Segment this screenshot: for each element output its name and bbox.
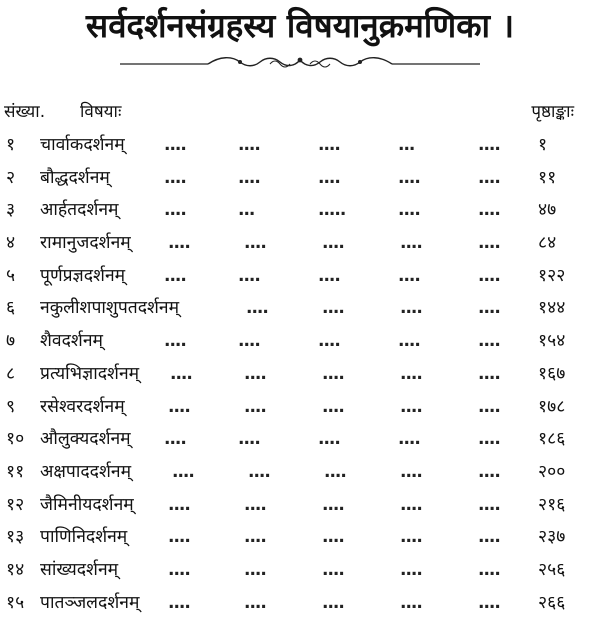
leader-dots: .... [244, 592, 266, 613]
entry-page: ८४ [538, 233, 557, 254]
entry-number: ४ [6, 233, 16, 254]
list-item [0, 390, 600, 423]
leader-dots: .... [322, 363, 344, 384]
entry-name: पूर्णप्रज्ञदर्शनम् [40, 265, 126, 286]
entry-number: ३ [6, 200, 16, 221]
leader-dots: .... [478, 233, 500, 254]
leader-dots: .... [400, 527, 422, 548]
list-item [0, 586, 600, 619]
list-item [0, 422, 600, 455]
list-item [0, 324, 600, 357]
list-item [0, 520, 600, 553]
list-item [0, 553, 600, 586]
leader-dots: .... [168, 592, 190, 613]
entry-name: औलुक्यदर्शनम् [40, 429, 131, 450]
entry-page: २१६ [538, 494, 566, 515]
leader-dots: .... [168, 233, 190, 254]
list-item [0, 357, 600, 390]
list-item [0, 226, 600, 259]
entry-name: रसेश्वरदर्शनम् [40, 396, 125, 417]
leader-dots: .... [244, 233, 266, 254]
leader-dots: .... [400, 298, 422, 319]
leader-dots: .... [238, 331, 260, 352]
leader-dots: .... [400, 396, 422, 417]
leader-dots: ..... [318, 200, 346, 221]
entry-number: ६ [6, 298, 16, 319]
leader-dots: .... [400, 592, 422, 613]
leader-dots: .... [172, 461, 194, 482]
entry-number: ८ [6, 363, 16, 384]
leader-dots: .... [478, 298, 500, 319]
entry-name: पातञ्जलदर्शनम् [40, 592, 140, 613]
leader-dots: .... [322, 527, 344, 548]
leader-dots: .... [400, 233, 422, 254]
entry-page: १४४ [538, 298, 566, 319]
leader-dots: .... [244, 494, 266, 515]
list-item [0, 161, 600, 194]
leader-dots: .... [398, 265, 420, 286]
leader-dots: .... [238, 135, 260, 155]
leader-dots: .... [324, 461, 346, 482]
entry-name: शैवदर्शनम् [40, 331, 103, 352]
leader-dots: .... [322, 396, 344, 417]
column-header-page: पृष्ठाङ्काः [531, 102, 574, 122]
leader-dots: .... [318, 331, 340, 352]
entry-name: जैमिनीयदर्शनम् [40, 494, 134, 515]
leader-dots: .... [164, 429, 186, 450]
leader-dots: .... [478, 331, 500, 352]
leader-dots: .... [170, 363, 192, 384]
leader-dots: .... [478, 167, 500, 188]
leader-dots: .... [478, 363, 500, 384]
entry-page: १८६ [538, 429, 566, 450]
entry-name: पाणिनिदर्शनम् [40, 527, 128, 548]
entry-name: अक्षपाददर्शनम् [40, 461, 132, 482]
leader-dots: .... [168, 396, 190, 417]
leader-dots: .... [318, 429, 340, 450]
entry-name: रामानुजदर्शनम् [40, 233, 131, 254]
leader-dots: .... [164, 265, 186, 286]
entry-number: १ [6, 135, 16, 155]
leader-dots: .... [164, 331, 186, 352]
leader-dots: .... [400, 461, 422, 482]
entry-page: २३७ [538, 527, 566, 548]
leader-dots: ... [238, 200, 255, 221]
list-item [0, 291, 600, 324]
entry-page: २०० [538, 461, 566, 482]
entry-page: १५४ [538, 331, 566, 352]
leader-dots: .... [400, 494, 422, 515]
entry-number: ९ [6, 396, 16, 417]
leader-dots: .... [244, 363, 266, 384]
leader-dots: .... [164, 200, 186, 221]
entry-page: २६६ [538, 592, 566, 613]
leader-dots: .... [238, 265, 260, 286]
leader-dots: .... [168, 527, 190, 548]
title-ornament [120, 54, 480, 70]
leader-dots: .... [478, 429, 500, 450]
leader-dots: .... [400, 559, 422, 580]
list-item [0, 193, 600, 226]
leader-dots: .... [478, 527, 500, 548]
leader-dots: .... [398, 429, 420, 450]
leader-dots: .... [238, 429, 260, 450]
leader-dots: .... [322, 233, 344, 254]
entry-page: १२२ [538, 265, 566, 286]
leader-dots: .... [322, 559, 344, 580]
leader-dots: .... [478, 265, 500, 286]
leader-dots: .... [246, 298, 268, 319]
page-title: सर्वदर्शनसंग्रहस्य विषयानुक्रमणिका । [85, 6, 515, 45]
entry-number: ५ [6, 265, 16, 286]
entry-page: १६७ [538, 363, 566, 384]
entry-name: बौद्धदर्शनम् [40, 167, 110, 188]
leader-dots: .... [318, 135, 340, 155]
entry-name: प्रत्यभिज्ञादर्शनम् [40, 363, 140, 384]
leader-dots: .... [398, 200, 420, 221]
leader-dots: .... [478, 592, 500, 613]
contents-list [0, 128, 600, 618]
entry-page: २५६ [538, 559, 566, 580]
leader-dots: .... [244, 527, 266, 548]
leader-dots: .... [478, 135, 500, 155]
leader-dots: .... [168, 494, 190, 515]
leader-dots: .... [318, 265, 340, 286]
leader-dots: .... [168, 559, 190, 580]
entry-number: २ [6, 167, 16, 188]
entry-number: १५ [6, 592, 25, 613]
leader-dots: .... [164, 167, 186, 188]
leader-dots: .... [398, 331, 420, 352]
entry-page: १७८ [538, 396, 566, 417]
leader-dots: ... [398, 135, 415, 155]
leader-dots: .... [478, 396, 500, 417]
entry-number: १० [6, 429, 25, 450]
leader-dots: .... [478, 494, 500, 515]
list-item [0, 259, 600, 292]
leader-dots: .... [398, 167, 420, 188]
entry-name: चार्वाकदर्शनम् [40, 135, 125, 155]
leader-dots: .... [244, 396, 266, 417]
entry-name: नकुलीशपाशुपतदर्शनम् [40, 298, 180, 319]
leader-dots: .... [478, 461, 500, 482]
entry-number: १३ [6, 527, 25, 548]
list-item [0, 455, 600, 488]
leader-dots: .... [248, 461, 270, 482]
leader-dots: .... [244, 559, 266, 580]
entry-number: १४ [6, 559, 25, 580]
entry-number: ७ [6, 331, 16, 352]
leader-dots: .... [400, 363, 422, 384]
leader-dots: .... [322, 494, 344, 515]
leader-dots: .... [478, 559, 500, 580]
list-item [0, 488, 600, 521]
leader-dots: .... [478, 200, 500, 221]
leader-dots: .... [322, 592, 344, 613]
entry-number: १२ [6, 494, 25, 515]
column-header-number: संख्या. [4, 102, 46, 122]
entry-number: ११ [6, 461, 25, 482]
leader-dots: .... [164, 135, 186, 155]
list-item [0, 128, 600, 161]
entry-name: सांख्यदर्शनम् [40, 559, 119, 580]
leader-dots: .... [322, 298, 344, 319]
column-header-subject: विषयाः [80, 102, 122, 122]
entry-page: ४७ [538, 200, 557, 221]
entry-name: आर्हतदर्शनम् [40, 200, 119, 221]
entry-page: ११ [538, 167, 557, 188]
entry-page: १ [538, 135, 548, 155]
leader-dots: .... [318, 167, 340, 188]
leader-dots: .... [238, 167, 260, 188]
